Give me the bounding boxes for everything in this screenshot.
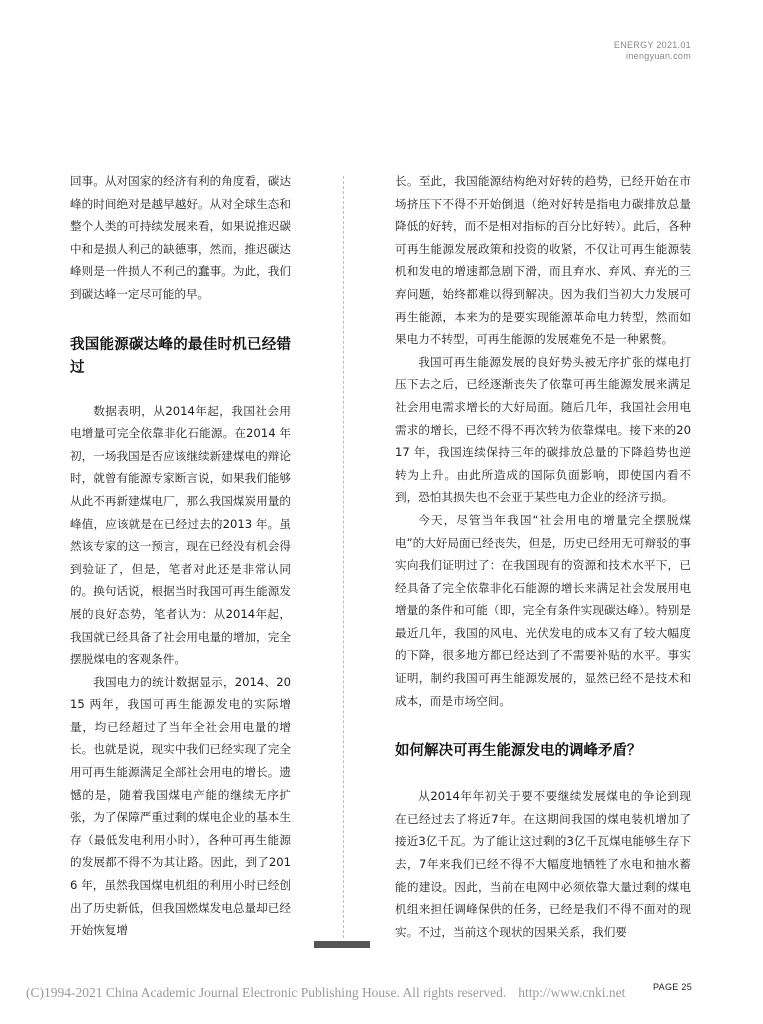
column-divider (343, 176, 344, 938)
journal-website: inengyuan.com (626, 51, 691, 61)
paragraph: 我国可再生能源发展的良好势头被无序扩张的煤电打压下去之后，已经逐渐丧失了依靠可再生能源发展来满足社会用电需求增长的大好局面。随后几年，我国社会用电需求的增长，已经不得不再次转为依靠煤电。接下来的2017 年，我国连续保持三年的碳排放总量的下降趋势也逆转为上升。由此所造成的国际负面影响，即使国内看不到，恐怕其损失也不会亚于某些电力企业的经济亏损。 (395, 354, 691, 505)
paragraph: 从2014年年初关于要不要继续发展煤电的争论到现在已经过去了将近7年。在这期间我国的煤电装机增加了接近3亿千瓦。为了能让这过剩的3亿千瓦煤电能够生存下去，7年来我们已经不得不大幅度地牺牲了水电和抽水蓄能的建设。因此，当前在电网中必须依靠大量过剩的煤电机组来担任调峰保供的任务，已经是我们不得不面对的现实。不过，当前这个现状的因果关系，我们要 (395, 789, 691, 939)
journal-header (614, 40, 691, 62)
paragraph: 数据表明，从2014年起，我国社会用电增量可完全依靠非化石能源。在2014 年初，一场我国是否应该继续新建煤电的辩论时，就曾有能源专家断言说，如果我们能够从此不再新建煤电厂，那么我国煤炭用量的峰值，应该就是在已经过去的2013 年。虽然该专家的这一预言，现在已经没有机会得到验证了，但是，笔者对此还是非常认同的。换句话说，根据当时我国可再生能源发展的良好态势，笔者认为：从2014年起，我国就已经具备了社会用电量的增加，完全摆脱煤电的客观条件。 (70, 403, 291, 667)
section-heading: 我国能源碳达峰的最佳时机已经错过 (70, 336, 291, 376)
decorative-bar (314, 941, 370, 948)
journal-issue: ENERGY 2021.01 (613, 40, 691, 50)
copyright-text: (C)1994-2021 China Academic Journal Electronic Publishing House. All rights reserved. (26, 985, 507, 1000)
paragraph: 今天，尽管当年我国“社会用电的增量完全摆脱煤电”的大好局面已经丧失，但是，历史已经用无可辩驳的事实向我们证明过了：在我国现有的资源和技术水平下，已经具备了完全依靠非化石能源的增长来满足社会发展用电增量的条件和可能（即，完全有条件实现碳达峰）。特别是最近几年，我国的风电、光伏发电的成本又有了较大幅度的下降，很多地方都已经达到了不需要补贴的水平。事实证明，制约我国可再生能源发展的，显然已经不是技术和成本，而是市场空间。 (395, 512, 691, 708)
cnki-link[interactable]: http://www.cnki.net (518, 985, 626, 1000)
right-column (395, 170, 691, 943)
paragraph: 长。至此，我国能源结构绝对好转的趋势，已经开始在市场挤压下不得不开始倒退（绝对好转是指电力碳排放总量降低的好转，而不是相对指标的百分比好转）。此后，各种可再生能源发展政策和投资的收紧，不仅让可再生能源装机和发电的增速都急剧下滑，而且弃水、弃风、弃光的三弃问题，始终都难以得到解决。因为我们当初大力发展可再生能源，本来为的是要实现能源革命电力转型，然而如果电力不转型，可再生能源的发展难免不是一种累赘。 (395, 174, 691, 347)
copyright-footer (26, 985, 625, 1001)
left-column (70, 170, 291, 942)
paragraph: 回事。从对国家的经济有利的角度看，碳达峰的时间绝对是越早越好。从对全球生态和整个人类的可持续发展来看，如果说推迟碳中和是损人利己的缺德事，然而，推迟碳达峰则是一件损人不利己的蠢事。为此，我们到碳达峰一定尽可能的早。 (70, 174, 291, 301)
paragraph: 我国电力的统计数据显示，2014、2015 两年，我国可再生能源发电的实际增量，均已经超过了当年全社会用电量的增长。也就是说，现实中我们已经实现了完全用可再生能源满足全部社会用电的增长。遗憾的是，随着我国煤电产能的继续无序扩张，为了保障严重过剩的煤电企业的基本生存（最低发电利用小时），各种可再生能源的发展都不得不为其让路。因此，到了2016 年，虽然我国煤电机组的利用小时已经创出了历史新低，但我国燃煤发电总量却已经开始恢复增 (70, 674, 291, 938)
section-heading: 如何解决可再生能源发电的调峰矛盾？ (395, 743, 642, 760)
page-number: PAGE 25 (653, 982, 692, 992)
